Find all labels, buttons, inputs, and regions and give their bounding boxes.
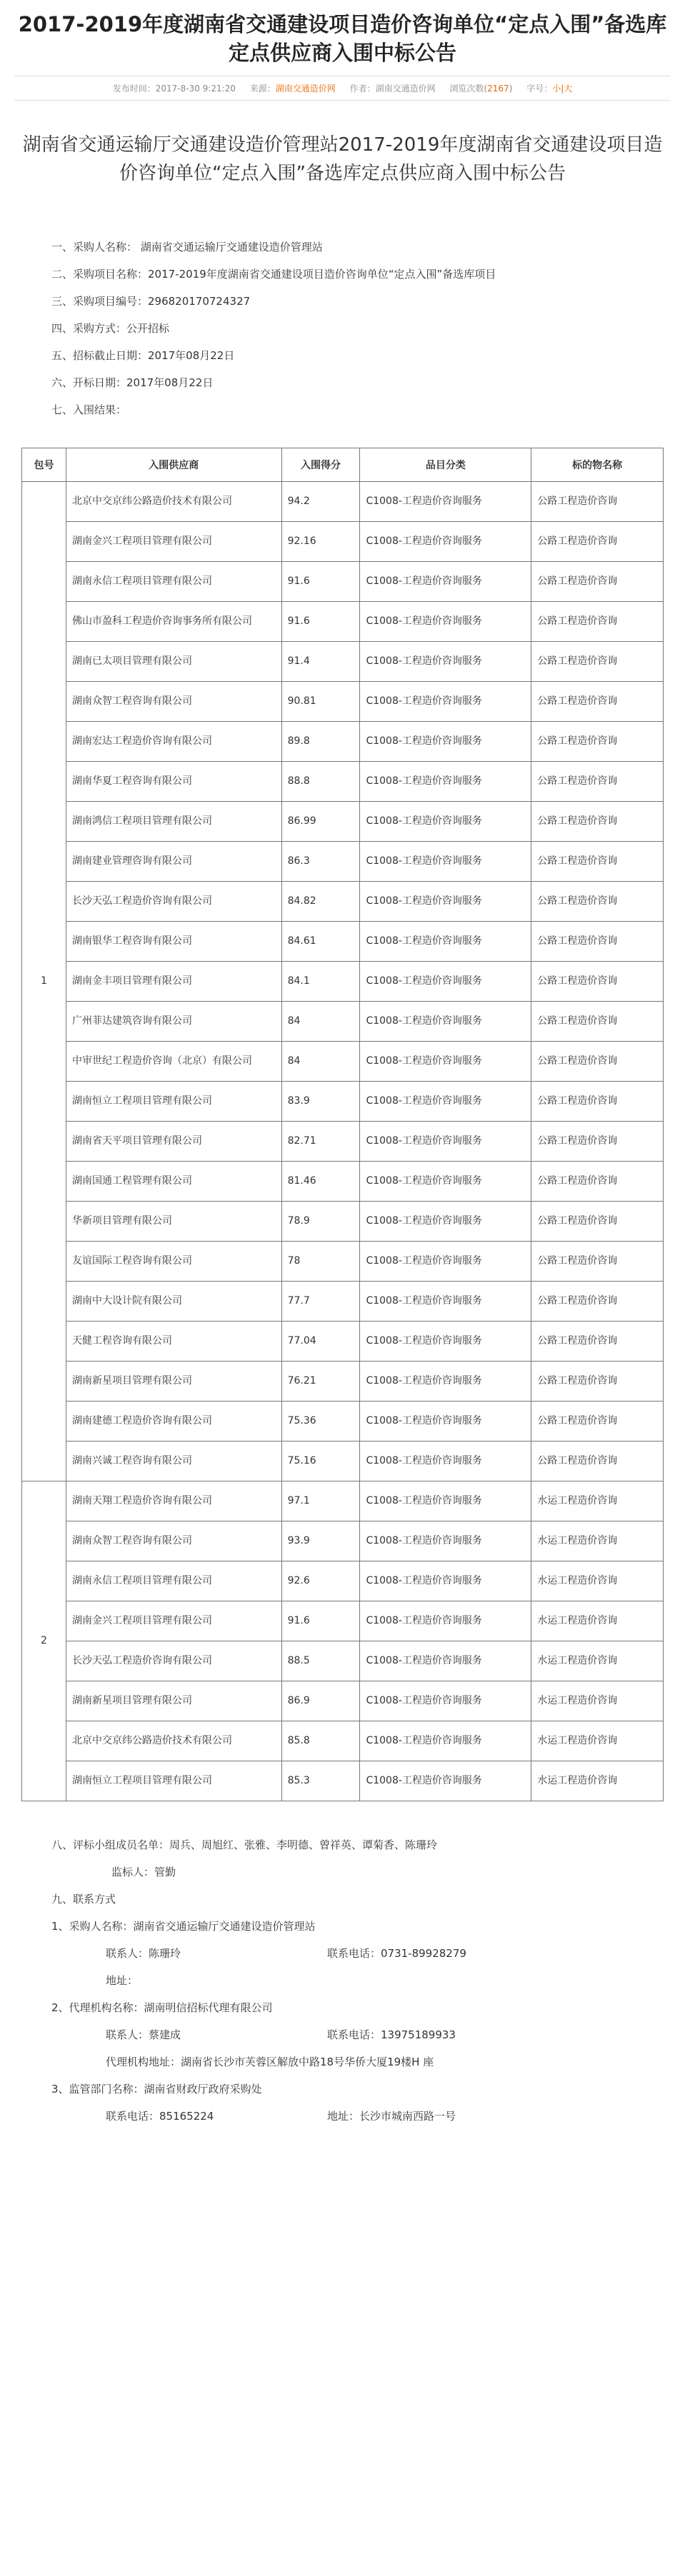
font-size-toggle[interactable]: 小|大 [552,84,573,94]
supplier-name: 湖南永信工程项目管理有限公司 [66,1561,281,1601]
table-row [22,1761,664,1801]
category: C1008-工程造价咨询服务 [360,922,531,962]
supplier-score: 91.6 [281,1601,360,1641]
supplier-score: 85.3 [281,1761,360,1801]
supplier-name: 湖南鸿信工程项目管理有限公司 [66,802,281,842]
supplier-score: 84.1 [281,962,360,1002]
supplier-score: 89.8 [281,722,360,762]
supplier-name: 湖南国通工程管理有限公司 [66,1162,281,1202]
table-row [22,1601,664,1641]
regulator-phone: 联系电话：85165224 [106,2110,214,2123]
agency-contact: 联系人：蔡建成 [106,2028,181,2041]
item-name: 水运工程造价咨询 [531,1641,664,1681]
table-row [22,1402,664,1442]
category: C1008-工程造价咨询服务 [360,1521,531,1561]
category: C1008-工程造价咨询服务 [360,642,531,682]
header-package: 包号 [22,448,66,482]
table-row [22,1322,664,1362]
item-name: 水运工程造价咨询 [531,1561,664,1601]
item-name: 公路工程造价咨询 [531,602,664,642]
view-count: 浏览次数(2167) [449,84,513,94]
supplier-name: 湖南众智工程咨询有限公司 [66,682,281,722]
supplier-score: 82.71 [281,1122,360,1162]
table-row [22,762,664,802]
supplier-name: 广州菲达建筑咨询有限公司 [66,1002,281,1042]
category: C1008-工程造价咨询服务 [360,1561,531,1601]
table-row [22,1721,664,1761]
header-category: 品目分类 [360,448,531,482]
category: C1008-工程造价咨询服务 [360,1681,531,1721]
table-row [22,1242,664,1282]
supplier-name: 湖南金丰项目管理有限公司 [66,962,281,1002]
announcement-heading: 湖南省交通运输厅交通建设造价管理站2017-2019年度湖南省交通建设项目造价咨询单位“定点入围”备选库定点供应商入围中标公告 [22,134,663,184]
item-name: 公路工程造价咨询 [531,1282,664,1322]
table-row [22,722,664,762]
category: C1008-工程造价咨询服务 [360,722,531,762]
contact-title: 九、联系方式 [51,1893,116,1906]
category: C1008-工程造价咨询服务 [360,1402,531,1442]
supplier-score: 86.9 [281,1681,360,1721]
table-row [22,1481,664,1521]
table-row [22,562,664,602]
category: C1008-工程造价咨询服务 [360,1202,531,1242]
supplier-score: 78.9 [281,1202,360,1242]
supplier-score: 75.36 [281,1402,360,1442]
table-row [22,882,664,922]
table-row [22,1042,664,1082]
category: C1008-工程造价咨询服务 [360,1002,531,1042]
info-line: 三、采购项目编号：296820170724327 [51,295,251,308]
supplier-score: 86.3 [281,842,360,882]
table-row [22,1521,664,1561]
item-name: 公路工程造价咨询 [531,1082,664,1122]
item-name: 公路工程造价咨询 [531,722,664,762]
publish-time: 发布时间：2017-8-30 9:21:20 [112,84,236,94]
supplier-score: 83.9 [281,1082,360,1122]
item-name: 公路工程造价咨询 [531,1202,664,1242]
table-row [22,602,664,642]
supplier-score: 84 [281,1042,360,1082]
purchaser-phone: 联系电话：0731-89928279 [327,1947,466,1960]
author: 作者：湖南交通造价网 [349,84,436,94]
category: C1008-工程造价咨询服务 [360,1082,531,1122]
item-name: 水运工程造价咨询 [531,1521,664,1561]
supplier-score: 88.5 [281,1641,360,1681]
category: C1008-工程造价咨询服务 [360,1242,531,1282]
agency-name: 2、代理机构名称：湖南明信招标代理有限公司 [51,2001,273,2014]
supplier-name: 湖南华夏工程咨询有限公司 [66,762,281,802]
item-name: 公路工程造价咨询 [531,642,664,682]
supplier-score: 78 [281,1242,360,1282]
package-number: 2 [22,1481,66,1801]
info-line: 四、采购方式：公开招标 [51,322,170,335]
supplier-score: 94.2 [281,482,360,522]
table-row [22,802,664,842]
category: C1008-工程造价咨询服务 [360,1641,531,1681]
category: C1008-工程造价咨询服务 [360,1042,531,1082]
category: C1008-工程造价咨询服务 [360,802,531,842]
supplier-name: 佛山市盈科工程造价咨询事务所有限公司 [66,602,281,642]
supplier-score: 91.4 [281,642,360,682]
category: C1008-工程造价咨询服务 [360,962,531,1002]
item-name: 水运工程造价咨询 [531,1761,664,1801]
table-header-row [22,448,664,482]
info-line: 七、入围结果： [51,403,127,416]
purchaser-contact-row [51,1940,685,1967]
table-row [22,1561,664,1601]
supplier-name: 湖南新星项目管理有限公司 [66,1681,281,1721]
item-name: 公路工程造价咨询 [531,1162,664,1202]
table-row [22,962,664,1002]
supplier-score: 90.81 [281,682,360,722]
source-link[interactable]: 湖南交通造价网 [275,84,336,94]
item-name: 公路工程造价咨询 [531,842,664,882]
table-row [22,642,664,682]
regulator-contact-row [51,2103,685,2130]
supplier-score: 91.6 [281,562,360,602]
supplier-score: 84 [281,1002,360,1042]
info-line: 一、采购人名称： 湖南省交通运输厅交通建设造价管理站 [51,241,323,253]
item-name: 公路工程造价咨询 [531,522,664,562]
item-name: 公路工程造价咨询 [531,1122,664,1162]
supplier-score: 81.46 [281,1162,360,1202]
category: C1008-工程造价咨询服务 [360,842,531,882]
item-name: 水运工程造价咨询 [531,1681,664,1721]
supplier-score: 92.16 [281,522,360,562]
results-table [21,448,664,1801]
table-row [22,1162,664,1202]
supplier-name: 湖南建业管理咨询有限公司 [66,842,281,882]
supplier-score: 77.7 [281,1282,360,1322]
category: C1008-工程造价咨询服务 [360,1442,531,1481]
supplier-score: 77.04 [281,1322,360,1362]
supplier-name: 湖南建德工程造价咨询有限公司 [66,1402,281,1442]
category: C1008-工程造价咨询服务 [360,602,531,642]
category: C1008-工程造价咨询服务 [360,682,531,722]
supplier-name: 长沙天弘工程造价咨询有限公司 [66,882,281,922]
regulator-name: 3、监管部门名称：湖南省财政厅政府采购处 [51,2083,262,2095]
supervisor: 监标人：管勤 [111,1866,176,1878]
supplier-name: 湖南金兴工程项目管理有限公司 [66,522,281,562]
item-name: 公路工程造价咨询 [531,482,664,522]
category: C1008-工程造价咨询服务 [360,1362,531,1402]
table-row [22,1082,664,1122]
agency-contact-row [51,2021,685,2048]
table-row [22,1122,664,1162]
info-line: 六、开标日期：2017年08月22日 [51,376,214,389]
item-name: 水运工程造价咨询 [531,1481,664,1521]
supplier-name: 湖南中大设计院有限公司 [66,1282,281,1322]
supplier-name: 湖南兴诚工程咨询有限公司 [66,1442,281,1481]
table-row [22,1681,664,1721]
category: C1008-工程造价咨询服务 [360,762,531,802]
table-row [22,1442,664,1481]
category: C1008-工程造价咨询服务 [360,522,531,562]
header-supplier: 入围供应商 [66,448,281,482]
supplier-name: 天健工程咨询有限公司 [66,1322,281,1362]
agency-phone: 联系电话：13975189933 [327,2028,456,2041]
item-name: 公路工程造价咨询 [531,802,664,842]
category: C1008-工程造价咨询服务 [360,1721,531,1761]
supplier-score: 75.16 [281,1442,360,1481]
item-name: 公路工程造价咨询 [531,1042,664,1082]
table-row [22,482,664,522]
item-name: 公路工程造价咨询 [531,962,664,1002]
table-row [22,522,664,562]
supplier-score: 85.8 [281,1721,360,1761]
package-number: 1 [22,482,66,1481]
supplier-name: 湖南省天平项目管理有限公司 [66,1122,281,1162]
item-name: 水运工程造价咨询 [531,1601,664,1641]
project-info [0,233,685,423]
supplier-name: 湖南永信工程项目管理有限公司 [66,562,281,602]
table-row [22,842,664,882]
supplier-score: 93.9 [281,1521,360,1561]
table-row [22,922,664,962]
supplier-score: 84.61 [281,922,360,962]
purchaser-address: 地址： [106,1974,139,1987]
source: 来源：湖南交通造价网 [249,84,336,94]
supplier-name: 湖南宏达工程造价咨询有限公司 [66,722,281,762]
table-row [22,682,664,722]
category: C1008-工程造价咨询服务 [360,882,531,922]
header-score: 入围得分 [281,448,360,482]
supplier-score: 97.1 [281,1481,360,1521]
font-size-control: 字号：小|大 [526,84,573,94]
purchaser-contact: 联系人：陈珊玲 [106,1947,181,1960]
category: C1008-工程造价咨询服务 [360,1322,531,1362]
supplier-score: 88.8 [281,762,360,802]
item-name: 公路工程造价咨询 [531,1362,664,1402]
supplier-name: 湖南众智工程咨询有限公司 [66,1521,281,1561]
item-name: 公路工程造价咨询 [531,762,664,802]
supplier-name: 中审世纪工程造价咨询（北京）有限公司 [66,1042,281,1082]
category: C1008-工程造价咨询服务 [360,562,531,602]
supplier-name: 湖南恒立工程项目管理有限公司 [66,1082,281,1122]
supplier-name: 湖南银华工程咨询有限公司 [66,922,281,962]
article-meta [14,76,671,101]
supplier-name: 湖南金兴工程项目管理有限公司 [66,1601,281,1641]
supplier-name: 友谊国际工程咨询有限公司 [66,1242,281,1282]
table-row [22,1641,664,1681]
item-name: 水运工程造价咨询 [531,1721,664,1761]
item-name: 公路工程造价咨询 [531,1442,664,1481]
supplier-name: 北京中交京纬公路造价技术有限公司 [66,1721,281,1761]
item-name: 公路工程造价咨询 [531,562,664,602]
supplier-name: 湖南恒立工程项目管理有限公司 [66,1761,281,1801]
purchaser-name: 1、采购人名称：湖南省交通运输厅交通建设造价管理站 [51,1920,316,1933]
supplier-name: 华新项目管理有限公司 [66,1202,281,1242]
item-name: 公路工程造价咨询 [531,1002,664,1042]
supplier-name: 湖南天翔工程造价咨询有限公司 [66,1481,281,1521]
jury-list: 八、评标小组成员名单：周兵、周旭红、张雅、李明德、曾祥英、谭菊香、陈珊玲 [51,1838,438,1851]
item-name: 公路工程造价咨询 [531,922,664,962]
category: C1008-工程造价咨询服务 [360,1282,531,1322]
supplier-score: 84.82 [281,882,360,922]
header-item: 标的物名称 [531,448,664,482]
table-row [22,1362,664,1402]
page-title: 2017-2019年度湖南省交通建设项目造价咨询单位“定点入围”备选库定点供应商入围中标公告 [18,12,667,65]
regulator-address: 地址：长沙市城南西路一号 [327,2110,456,2123]
supplier-name: 北京中交京纬公路造价技术有限公司 [66,482,281,522]
category: C1008-工程造价咨询服务 [360,1601,531,1641]
announcement-footer [0,1831,685,2130]
supplier-name: 长沙天弘工程造价咨询有限公司 [66,1641,281,1681]
info-line: 五、招标截止日期：2017年08月22日 [51,349,235,362]
item-name: 公路工程造价咨询 [531,882,664,922]
item-name: 公路工程造价咨询 [531,1242,664,1282]
results-body [22,482,664,1801]
table-row [22,1202,664,1242]
supplier-score: 92.6 [281,1561,360,1601]
category: C1008-工程造价咨询服务 [360,1122,531,1162]
item-name: 公路工程造价咨询 [531,682,664,722]
category: C1008-工程造价咨询服务 [360,1481,531,1521]
category: C1008-工程造价咨询服务 [360,482,531,522]
info-line: 二、采购项目名称：2017-2019年度湖南省交通建设项目造价咨询单位“定点入围”备选库项目 [51,268,496,281]
category: C1008-工程造价咨询服务 [360,1761,531,1801]
table-row [22,1002,664,1042]
agency-address: 代理机构地址：湖南省长沙市芙蓉区解放中路18号华侨大厦19楼H 座 [106,2056,434,2068]
item-name: 公路工程造价咨询 [531,1322,664,1362]
supplier-name: 湖南新星项目管理有限公司 [66,1362,281,1402]
category: C1008-工程造价咨询服务 [360,1162,531,1202]
supplier-score: 76.21 [281,1362,360,1402]
supplier-score: 86.99 [281,802,360,842]
table-row [22,1282,664,1322]
supplier-name: 湖南已太项目管理有限公司 [66,642,281,682]
item-name: 公路工程造价咨询 [531,1402,664,1442]
supplier-score: 91.6 [281,602,360,642]
